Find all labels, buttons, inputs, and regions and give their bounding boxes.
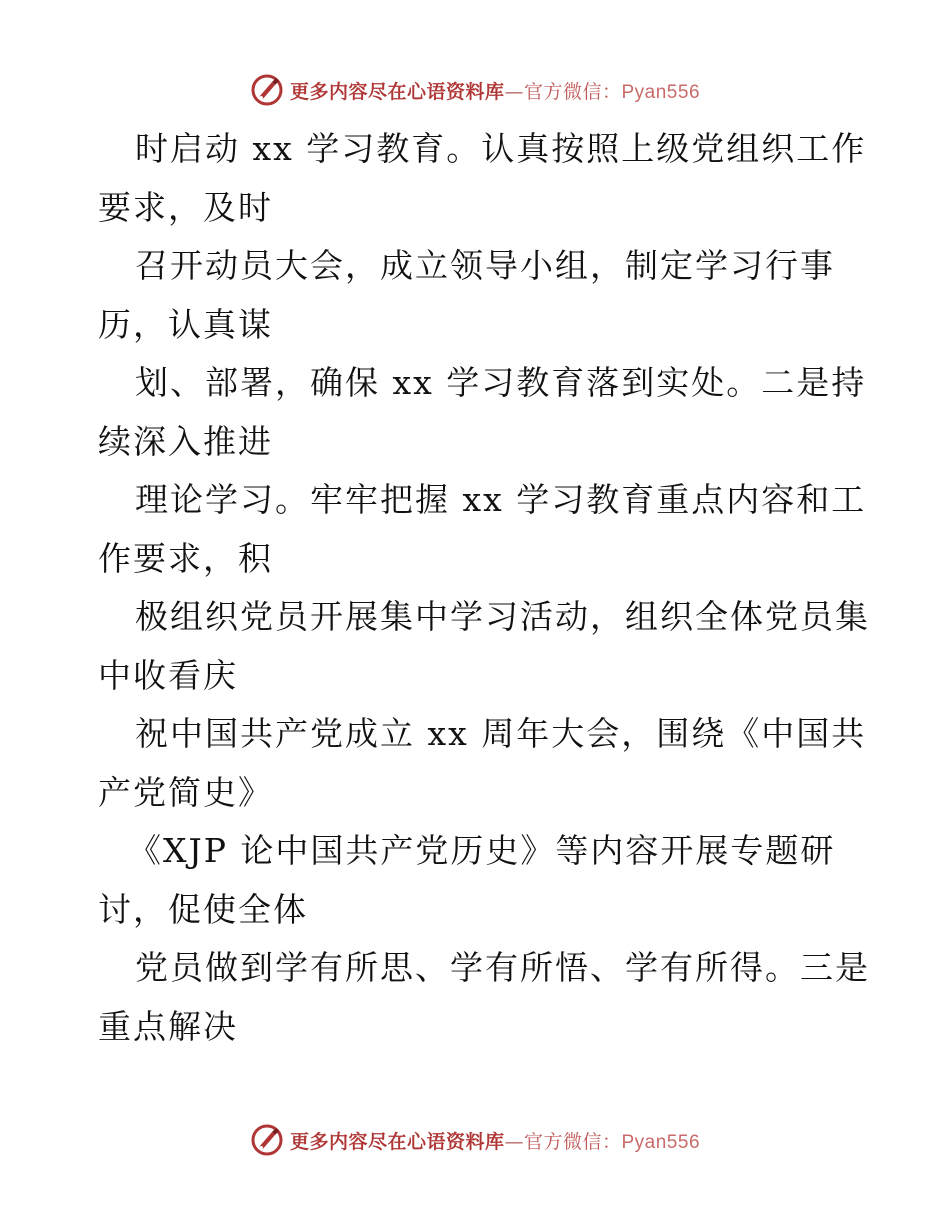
banner-brand-text: 更多内容尽在心语资料库 (289, 80, 505, 103)
banner-wechat-label: 官方微信： (523, 80, 622, 103)
header-banner (0, 70, 950, 110)
banner-wechat-id: Pyan556 (621, 81, 701, 103)
text-line: 要求，及时 (98, 187, 273, 227)
banner-brand-text: 更多内容尽在心语资料库 (289, 1130, 505, 1153)
text-line: 党员做到学有所思、学有所悟、学有所得。三是 (135, 948, 870, 987)
footer-banner-text (290, 1127, 700, 1154)
text-line: 极组织党员开展集中学习活动，组织全体党员集 (135, 597, 870, 636)
text-line: 讨，促使全体 (98, 889, 308, 929)
header-banner-text (290, 77, 700, 104)
text-line: 理论学习。牢牢把握 xx 学习教育重点内容和工 (135, 480, 867, 519)
text-line: 时启动 xx 学习教育。认真按照上级党组织工作 (135, 129, 867, 168)
text-line: 产党简史》 (98, 772, 273, 812)
text-line: 划、部署，确保 xx 学习教育落到实处。二是持 (135, 363, 867, 402)
text-line: 祝中国共产党成立 xx 周年大会，围绕《中国共 (135, 714, 867, 753)
banner-wechat-label: 官方微信： (523, 1130, 622, 1153)
text-line: 中收看庆 (98, 655, 238, 695)
text-line: 召开动员大会，成立领导小组，制定学习行事 (135, 246, 835, 285)
document-body (98, 120, 870, 1056)
text-line: 历，认真谋 (98, 304, 273, 344)
text-line: 续深入推进 (98, 421, 273, 461)
footer-banner (0, 1120, 950, 1160)
text-line: 《XJP 论中国共产党历史》等内容开展专题研 (128, 831, 836, 870)
banner-separator: — (504, 80, 524, 103)
brand-logo-icon (250, 1123, 284, 1157)
brand-logo-icon (250, 73, 284, 107)
banner-wechat-id: Pyan556 (621, 1131, 701, 1153)
text-line: 作要求，积 (98, 538, 273, 578)
banner-separator: — (504, 1130, 524, 1153)
text-line: 重点解决 (98, 1006, 238, 1046)
